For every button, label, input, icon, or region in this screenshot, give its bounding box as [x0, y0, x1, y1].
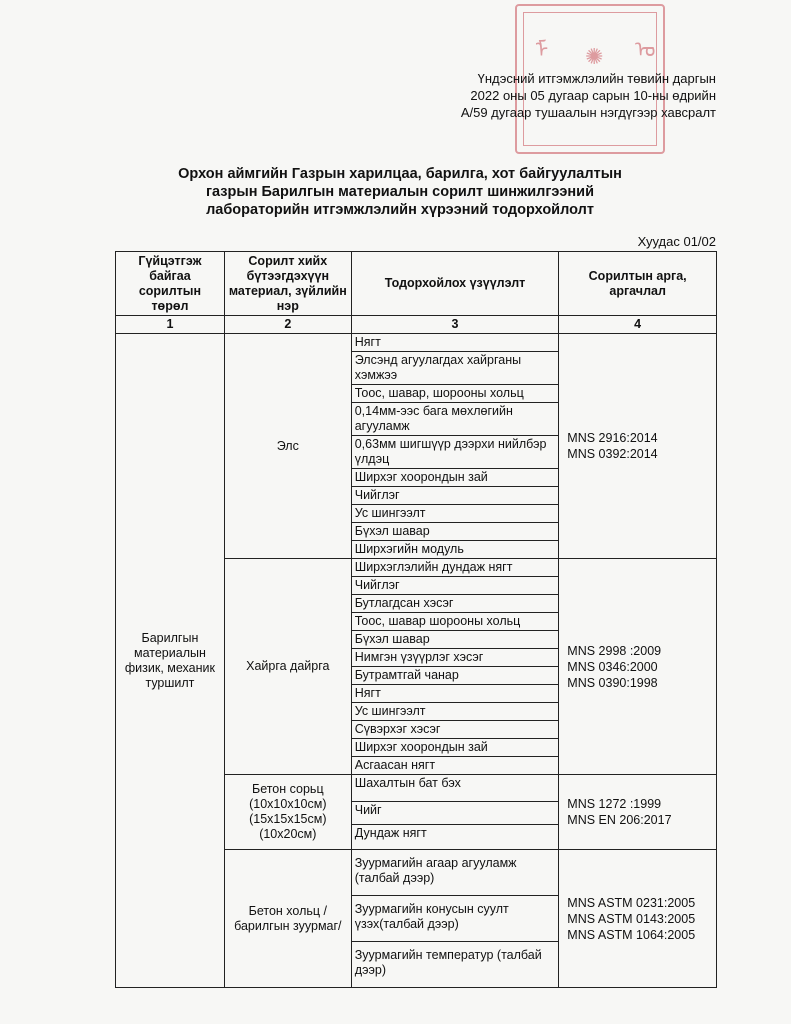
appendix-line-2: 2022 оны 05 дугаар сарын 10-ны өдрийн [470, 88, 716, 103]
indicator-cell: Ширхэгийн модуль [351, 541, 559, 559]
header-test-type: Гүйцэтгэж байгаа сорилтын төрөл [116, 252, 225, 316]
indicator-cell: Тоос, шавар шорооны хольц [351, 613, 559, 631]
method-standard: MNS 0392:2014 [567, 447, 658, 461]
material-cell: Бетон хольц /барилгын зуурмаг/ [224, 850, 351, 988]
stamp-soyombo-mark: ✺ [585, 44, 604, 69]
method-cell [559, 334, 717, 559]
indicator-cell: Сүвэрхэг хэсэг [351, 721, 559, 739]
appendix-line-1: Үндэсний итгэмжлэлийн төвийн даргын [477, 71, 716, 86]
material-cell: Бетон сорьц (10x10x10см) (15x15x15см) (10x20см) [224, 775, 351, 850]
indicator-cell: Ус шингээлт [351, 703, 559, 721]
method-cell [559, 775, 717, 850]
accreditation-scope-table [115, 251, 717, 988]
method-standard: MNS ASTM 0231:2005 [567, 895, 696, 910]
method-standard: MNS 2998 :2009 [567, 643, 662, 658]
title-line-1: Орхон аймгийн Газрын харилцаа, барилга, хот байгуулалтын [178, 166, 622, 182]
table-header-row [116, 252, 717, 316]
stamp-script-mark: ᠮ [535, 37, 549, 62]
method-standard: MNS ASTM 0143:2005 [567, 911, 696, 926]
indicator-cell: Нягт [351, 334, 559, 352]
indicator-cell: Ус шингээлт [351, 505, 559, 523]
indicator-cell: 0,14мм-ээс бага мөхлөгийн агууламж [351, 403, 559, 436]
document-title [120, 165, 680, 219]
column-number: 3 [351, 316, 559, 334]
title-line-3: лабораторийн итгэмжлэлийн хүрээний тодорхойлолт [206, 202, 594, 218]
appendix-line-3: А/59 дугаар тушаалын нэгдүгээр хавсралт [460, 105, 716, 120]
indicator-cell: Дундаж нягт [351, 825, 559, 850]
method-standard: MNS 1272 :1999 [567, 797, 662, 811]
indicator-cell: Ширхэг хоорондын зай [351, 469, 559, 487]
indicator-cell: Асгаасан нягт [351, 757, 559, 775]
indicator-cell: Шахалтын бат бэх [351, 775, 559, 802]
page-number: Хуудас 01/02 [637, 234, 716, 249]
indicator-cell: Бутлагдсан хэсэг [351, 595, 559, 613]
method-cell [559, 559, 717, 775]
method-standard: MNS 2916:2014 [567, 431, 658, 445]
indicator-cell: Бүхэл шавар [351, 523, 559, 541]
material-cell: Хайрга дайрга [224, 559, 351, 775]
indicator-cell: Зуурмагийн температур (талбай дээр) [351, 942, 559, 988]
indicator-cell: Чийглэг [351, 577, 559, 595]
test-type-cell: Барилгын материалын физик, механик туршилт [116, 334, 225, 988]
indicator-cell: Ширхэглэлийн дундаж нягт [351, 559, 559, 577]
stamp-script-mark: ᠣ [635, 37, 656, 62]
table-row [116, 334, 717, 352]
indicator-cell: Элсэнд агуулагдах хайрганы хэмжээ [351, 352, 559, 385]
indicator-cell: Нимгэн үзүүрлэг хэсэг [351, 649, 559, 667]
column-number-row [116, 316, 717, 334]
method-cell [559, 850, 717, 988]
title-line-2: газрын Барилгын материалын сорилт шинжилгээний [205, 184, 594, 200]
indicator-cell: Нягт [351, 685, 559, 703]
indicator-cell: Тоос, шавар, шорооны хольц [351, 385, 559, 403]
indicator-cell: Бутрамтгай чанар [351, 667, 559, 685]
material-cell: Элс [224, 334, 351, 559]
indicator-cell: Чийг [351, 802, 559, 825]
indicator-cell: Зуурмагийн агаар агууламж (талбай дээр) [351, 850, 559, 896]
appendix-note [396, 70, 716, 121]
column-number: 2 [224, 316, 351, 334]
method-standard: MNS ASTM 1064:2005 [567, 927, 696, 942]
indicator-cell: Ширхэг хоорондын зай [351, 739, 559, 757]
column-number: 4 [559, 316, 717, 334]
indicator-cell: Чийглэг [351, 487, 559, 505]
indicator-cell: 0,63мм шигшүүр дээрхи нийлбэр үлдэц [351, 436, 559, 469]
header-method: Сорилтын арга, аргачлал [559, 252, 717, 316]
indicator-cell: Бүхэл шавар [351, 631, 559, 649]
header-indicator: Тодорхойлох үзүүлэлт [351, 252, 559, 316]
header-material: Сорилт хийх бүтээгдэхүүн материал, зүйлийн нэр [224, 252, 351, 316]
column-number: 1 [116, 316, 225, 334]
method-standard: MNS 0390:1998 [567, 675, 658, 690]
method-standard: MNS 0346:2000 [567, 659, 658, 674]
method-standard: MNS EN 206:2017 [567, 813, 672, 827]
indicator-cell: Зуурмагийн конусын суулт үзэх(талбай дээр) [351, 896, 559, 942]
